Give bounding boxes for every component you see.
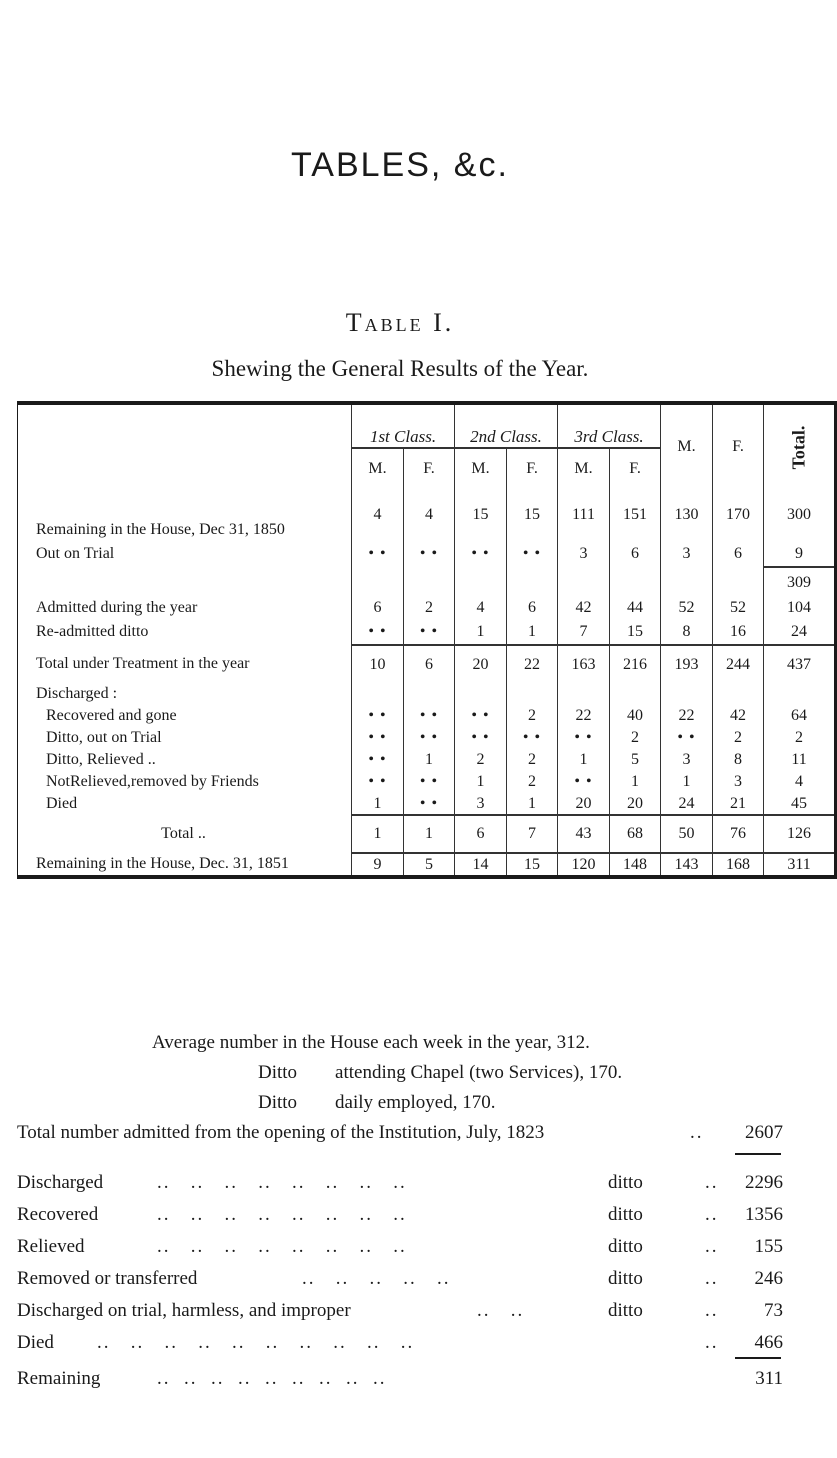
value-cell: 21	[713, 793, 764, 815]
table-row	[18, 567, 836, 597]
class-header-3rd: 3rd Class.	[558, 403, 661, 448]
row-label: Remaining in the House, Dec. 31, 1851	[36, 855, 289, 872]
leader-dots: .. .. .. .. .. .. .. .. .. ..	[97, 1332, 415, 1353]
row-total-cell: 24	[764, 619, 836, 645]
row-label: Ditto, Relieved ..	[46, 751, 156, 768]
value-cell: • •	[352, 619, 404, 645]
leader-dots: ..	[705, 1300, 719, 1321]
row-total-cell: 104	[764, 597, 836, 619]
value-cell: 44	[610, 597, 661, 619]
value-cell: 1	[352, 815, 404, 853]
table-row	[18, 541, 836, 567]
table-row	[18, 683, 836, 705]
value-cell	[610, 683, 661, 705]
ledger-ditto: ditto	[608, 1172, 643, 1193]
row-label: Admitted during the year	[36, 599, 198, 616]
table-row	[18, 815, 836, 853]
value-cell	[661, 683, 713, 705]
grand-total-header: Total.	[764, 403, 836, 489]
row-total-cell: 126	[764, 815, 836, 853]
total-admitted-label: Total number admitted from the opening of the Institution, July, 1823	[17, 1122, 545, 1143]
ledger-row	[17, 1204, 783, 1230]
value-cell: 20	[455, 645, 507, 683]
value-cell: 1	[404, 815, 455, 853]
value-cell: 6	[507, 597, 558, 619]
value-cell: • •	[455, 541, 507, 567]
table-row	[18, 645, 836, 683]
value-cell: 2	[507, 771, 558, 793]
ledger-value: 73	[764, 1300, 783, 1321]
value-cell: 148	[610, 853, 661, 877]
ledger-label: Relieved	[17, 1236, 85, 1257]
row-label: Out on Trial	[36, 545, 115, 562]
value-cell: 50	[661, 815, 713, 853]
value-cell: 8	[713, 749, 764, 771]
table-row	[18, 771, 836, 793]
value-cell: 3	[713, 771, 764, 793]
ledger-label: Recovered	[17, 1204, 99, 1225]
ledger-row	[17, 1300, 783, 1326]
leader-dots: ..	[705, 1268, 719, 1289]
value-cell: 20	[558, 793, 610, 815]
value-cell	[404, 567, 455, 597]
value-cell	[352, 683, 404, 705]
value-cell: 111	[558, 489, 610, 541]
value-cell: 22	[558, 705, 610, 727]
value-cell: 2	[713, 727, 764, 749]
ledger-label: Removed or transferred	[17, 1268, 198, 1289]
value-cell: 3	[455, 793, 507, 815]
leader-dots: .. .. .. .. .. .. .. ..	[157, 1172, 407, 1193]
value-cell: 52	[713, 597, 764, 619]
ledger-value: 246	[754, 1268, 783, 1289]
value-cell: 1	[610, 771, 661, 793]
remaining-value: 311	[755, 1368, 783, 1389]
sex-header: F.	[610, 448, 661, 489]
row-total-cell	[764, 683, 836, 705]
value-cell: 3	[558, 541, 610, 567]
page-title: TABLES, &c.	[291, 146, 509, 184]
value-cell: • •	[404, 619, 455, 645]
value-cell: 2	[507, 749, 558, 771]
class-header-row	[18, 403, 836, 448]
ledger-value: 466	[754, 1332, 783, 1353]
value-cell: 15	[455, 489, 507, 541]
value-cell: 15	[507, 853, 558, 877]
sex-header: F.	[507, 448, 558, 489]
value-cell: • •	[404, 793, 455, 815]
value-cell: 216	[610, 645, 661, 683]
value-cell: • •	[455, 705, 507, 727]
value-cell: • •	[404, 705, 455, 727]
leader-dots: ..	[705, 1236, 719, 1257]
value-cell: 193	[661, 645, 713, 683]
value-cell: • •	[661, 727, 713, 749]
value-cell: 1	[507, 793, 558, 815]
row-label: Re-admitted ditto	[36, 623, 149, 640]
value-cell: • •	[558, 727, 610, 749]
value-cell: 170	[713, 489, 764, 541]
value-cell: 15	[507, 489, 558, 541]
value-cell: 143	[661, 853, 713, 877]
leader-dots: .. ..	[477, 1300, 525, 1321]
total-admitted-value: 2607	[745, 1122, 783, 1143]
value-cell: 1	[455, 619, 507, 645]
ledger-ditto: ditto	[608, 1300, 643, 1321]
leader-dots: ..	[705, 1204, 719, 1225]
value-cell: 2	[404, 597, 455, 619]
value-cell: 8	[661, 619, 713, 645]
table-body	[18, 489, 836, 877]
value-cell: 7	[507, 815, 558, 853]
value-cell: 76	[713, 815, 764, 853]
value-cell: • •	[404, 541, 455, 567]
value-cell	[404, 683, 455, 705]
leader-dots: ..	[690, 1122, 704, 1143]
row-total-cell: 4	[764, 771, 836, 793]
value-cell: 5	[610, 749, 661, 771]
value-cell: • •	[352, 727, 404, 749]
row-label: Died	[46, 795, 78, 812]
value-cell: • •	[352, 705, 404, 727]
ledger-label: Died	[17, 1332, 54, 1353]
value-cell: 20	[610, 793, 661, 815]
value-cell: 7	[558, 619, 610, 645]
table-row	[18, 489, 836, 541]
value-cell	[661, 567, 713, 597]
value-cell: • •	[352, 541, 404, 567]
table-row	[18, 727, 836, 749]
value-cell: 1	[661, 771, 713, 793]
row-total-cell: 45	[764, 793, 836, 815]
value-cell: • •	[404, 771, 455, 793]
value-cell: 24	[661, 793, 713, 815]
row-total-cell: 311	[764, 853, 836, 877]
sex-header: M.	[455, 448, 507, 489]
value-cell: 68	[610, 815, 661, 853]
row-total-cell: 11	[764, 749, 836, 771]
sex-header: M.	[558, 448, 610, 489]
value-cell	[352, 567, 404, 597]
leader-dots: .. .. .. .. .. .. .. .. ..	[157, 1368, 387, 1389]
value-cell: 3	[661, 541, 713, 567]
leader-dots: ..	[705, 1332, 719, 1353]
ledger-value: 2296	[745, 1172, 783, 1193]
value-cell: 1	[558, 749, 610, 771]
value-cell: 16	[713, 619, 764, 645]
value-cell	[455, 683, 507, 705]
row-label: Remaining in the House, Dec 31, 1850	[36, 521, 285, 538]
value-cell: 1	[455, 771, 507, 793]
value-cell: 1	[404, 749, 455, 771]
ledger-row	[17, 1236, 783, 1262]
value-cell: 130	[661, 489, 713, 541]
value-cell: • •	[507, 727, 558, 749]
value-cell: 5	[404, 853, 455, 877]
value-cell: • •	[352, 749, 404, 771]
leader-dots: .. .. .. .. .. .. .. ..	[157, 1204, 407, 1225]
value-cell: 2	[455, 749, 507, 771]
row-total-cell: 437	[764, 645, 836, 683]
remaining-row	[17, 1368, 783, 1394]
value-cell: 6	[404, 645, 455, 683]
remaining-label: Remaining	[17, 1368, 101, 1389]
row-total-cell: 300	[764, 489, 836, 541]
value-cell	[558, 567, 610, 597]
value-cell: 2	[507, 705, 558, 727]
ledger-row	[17, 1172, 783, 1198]
ledger-ditto: ditto	[608, 1268, 643, 1289]
value-cell: 4	[352, 489, 404, 541]
class-header-1st: 1st Class.	[352, 403, 455, 448]
value-cell: 6	[455, 815, 507, 853]
value-cell: 168	[713, 853, 764, 877]
row-label: Discharged :	[36, 685, 118, 702]
value-cell: • •	[455, 727, 507, 749]
row-label: NotRelieved,removed by Friends	[46, 773, 259, 790]
value-cell	[558, 683, 610, 705]
value-cell: 14	[455, 853, 507, 877]
value-cell	[507, 567, 558, 597]
row-label: Total ..	[161, 825, 206, 842]
table-row	[18, 749, 836, 771]
value-cell	[610, 567, 661, 597]
ledger-value: 1356	[745, 1204, 783, 1225]
row-label: Ditto, out on Trial	[46, 729, 162, 746]
ledger-label: Discharged on trial, harmless, and improper	[17, 1300, 351, 1321]
class-header-2nd: 2nd Class.	[455, 403, 558, 448]
value-cell: 3	[661, 749, 713, 771]
leader-dots: .. .. .. .. .. .. .. ..	[157, 1236, 407, 1257]
average-week-line: Average number in the House each week in the year, 312.	[152, 1032, 590, 1053]
value-cell: 42	[713, 705, 764, 727]
value-cell: 9	[352, 853, 404, 877]
value-cell: 22	[661, 705, 713, 727]
value-cell	[455, 567, 507, 597]
value-cell: 4	[404, 489, 455, 541]
value-cell: 1	[352, 793, 404, 815]
total-female-header: F.	[713, 403, 764, 489]
value-cell: 244	[713, 645, 764, 683]
sum-rule	[735, 1153, 781, 1155]
ledger-row	[17, 1332, 783, 1358]
table-row	[18, 793, 836, 815]
row-total-cell: 64	[764, 705, 836, 727]
ledger-value: 155	[754, 1236, 783, 1257]
general-results-table	[17, 401, 837, 879]
value-cell: 120	[558, 853, 610, 877]
value-cell: 4	[455, 597, 507, 619]
table-row	[18, 597, 836, 619]
total-male-header: M.	[661, 403, 713, 489]
table-subtitle: Shewing the General Results of the Year.	[211, 356, 589, 381]
row-total-cell: 2	[764, 727, 836, 749]
value-cell: 6	[352, 597, 404, 619]
employed-line: Ditto daily employed, 170.	[258, 1092, 496, 1113]
value-cell: • •	[404, 727, 455, 749]
value-cell: 22	[507, 645, 558, 683]
table-row	[18, 853, 836, 877]
value-cell: • •	[352, 771, 404, 793]
value-cell: 1	[507, 619, 558, 645]
leader-dots: .. .. .. .. ..	[302, 1268, 451, 1289]
chapel-line: Ditto attending Chapel (two Services), 170.	[258, 1062, 623, 1083]
value-cell: 43	[558, 815, 610, 853]
value-cell	[507, 683, 558, 705]
value-cell	[713, 567, 764, 597]
ledger-row	[17, 1268, 783, 1294]
sex-header: M.	[352, 448, 404, 489]
value-cell: 2	[610, 727, 661, 749]
value-cell: 151	[610, 489, 661, 541]
value-cell: 6	[610, 541, 661, 567]
table-row	[18, 619, 836, 645]
value-cell	[713, 683, 764, 705]
value-cell: 52	[661, 597, 713, 619]
ledger-ditto: ditto	[608, 1204, 643, 1225]
value-cell: • •	[507, 541, 558, 567]
value-cell: 10	[352, 645, 404, 683]
value-cell: • •	[558, 771, 610, 793]
value-cell: 163	[558, 645, 610, 683]
row-label	[18, 567, 352, 597]
ledger-label: Discharged	[17, 1172, 104, 1193]
leader-dots: ..	[705, 1172, 719, 1193]
table-row	[18, 705, 836, 727]
value-cell: 6	[713, 541, 764, 567]
value-cell: 42	[558, 597, 610, 619]
sum-rule	[735, 1357, 781, 1359]
row-total-cell: 309	[764, 567, 836, 597]
value-cell: 15	[610, 619, 661, 645]
row-label: Recovered and gone	[46, 707, 177, 724]
ledger-ditto: ditto	[608, 1236, 643, 1257]
row-label: Total under Treatment in the year	[36, 655, 250, 672]
row-total-cell: 9	[764, 541, 836, 567]
table-heading: Table I.	[345, 308, 455, 337]
value-cell: 40	[610, 705, 661, 727]
sex-header: F.	[404, 448, 455, 489]
